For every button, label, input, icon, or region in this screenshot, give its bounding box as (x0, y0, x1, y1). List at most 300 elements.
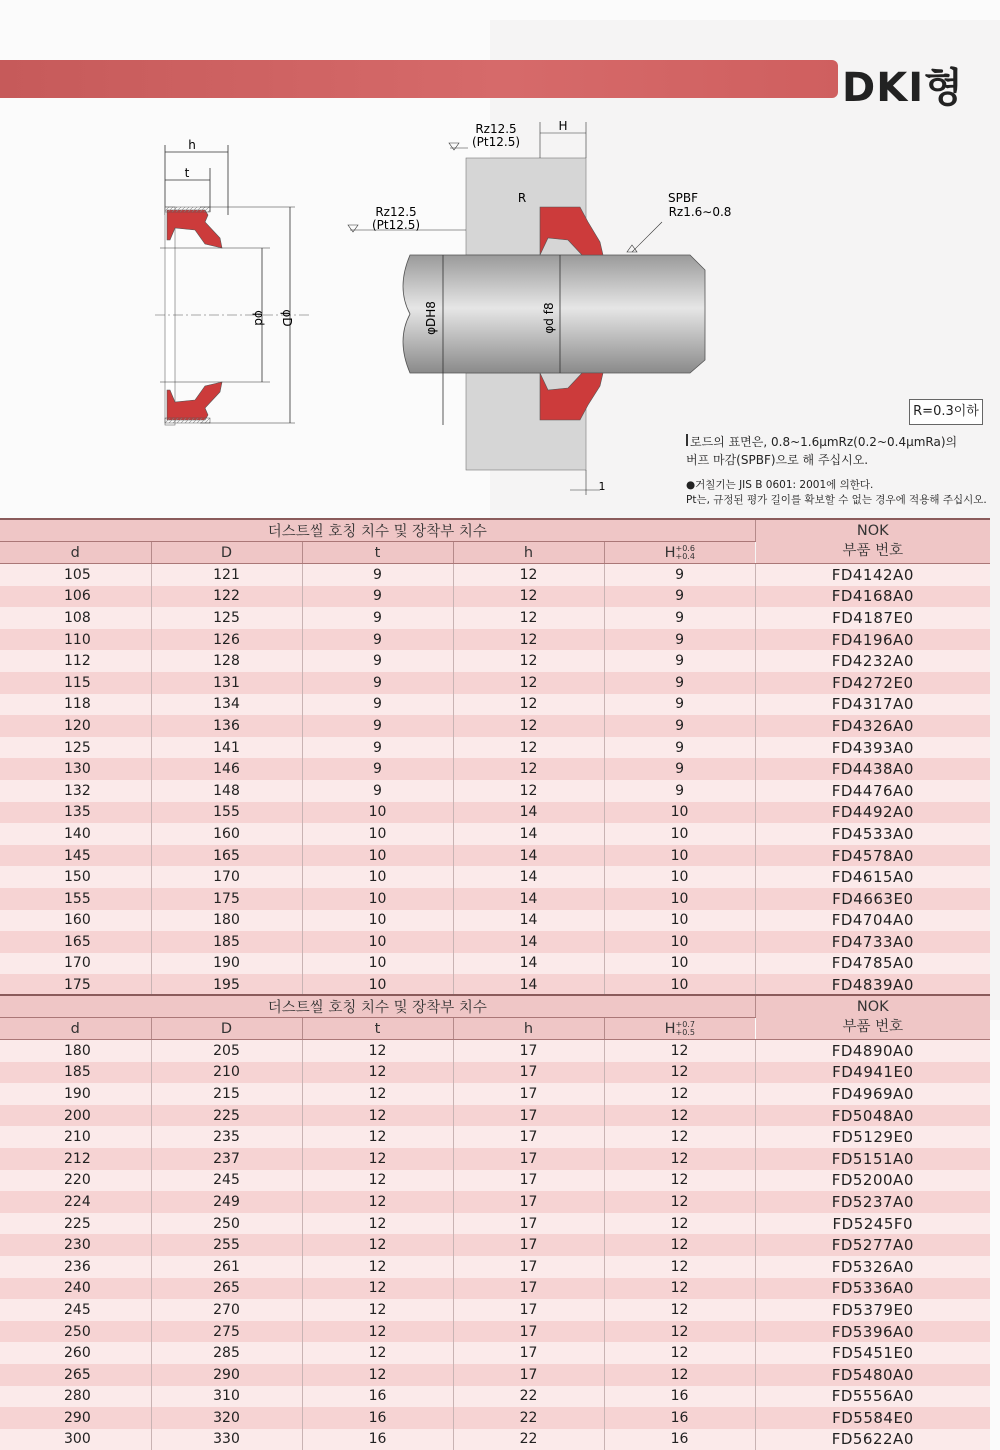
cell-h: 12 (453, 607, 604, 629)
cell-H: 12 (604, 1234, 755, 1256)
cell-d: 300 (0, 1429, 151, 1450)
cell-H: 12 (604, 1321, 755, 1343)
rod-surface-note (686, 433, 986, 469)
cell-h: 17 (453, 1256, 604, 1278)
cell-d: 265 (0, 1364, 151, 1386)
cell-D: 225 (151, 1105, 302, 1127)
table-row (0, 780, 990, 802)
cell-H: 10 (604, 866, 755, 888)
cell-part-number: FD4438A0 (755, 758, 990, 780)
cell-t: 9 (302, 629, 453, 651)
cell-h: 22 (453, 1407, 604, 1429)
cell-part-number: FD5129E0 (755, 1126, 990, 1148)
cell-d: 165 (0, 931, 151, 953)
cell-H: 12 (604, 1170, 755, 1192)
table2-col-H: H+0.7 +0.5 (604, 1018, 755, 1040)
cell-D: 122 (151, 586, 302, 608)
cell-h: 14 (453, 953, 604, 975)
cell-t: 12 (302, 1234, 453, 1256)
cell-D: 125 (151, 607, 302, 629)
cell-d: 210 (0, 1126, 151, 1148)
cell-d: 125 (0, 737, 151, 759)
cell-t: 12 (302, 1040, 453, 1062)
dimension-table-2 (0, 994, 990, 1450)
table-row (0, 1040, 990, 1062)
cell-D: 146 (151, 758, 302, 780)
cell-h: 12 (453, 758, 604, 780)
cell-t: 12 (302, 1213, 453, 1235)
cell-d: 135 (0, 802, 151, 824)
cell-h: 17 (453, 1148, 604, 1170)
cell-t: 12 (302, 1062, 453, 1084)
cell-h: 17 (453, 1364, 604, 1386)
cell-t: 9 (302, 780, 453, 802)
table-row (0, 974, 990, 996)
cell-D: 235 (151, 1126, 302, 1148)
cell-d: 200 (0, 1105, 151, 1127)
cell-h: 12 (453, 564, 604, 586)
cell-D: 210 (151, 1062, 302, 1084)
table-row (0, 607, 990, 629)
cell-part-number: FD5622A0 (755, 1429, 990, 1450)
cell-t: 16 (302, 1386, 453, 1408)
cell-part-number: FD4663E0 (755, 888, 990, 910)
table-row (0, 953, 990, 975)
cell-t: 9 (302, 715, 453, 737)
cell-t: 10 (302, 931, 453, 953)
cell-D: 185 (151, 931, 302, 953)
cell-h: 14 (453, 845, 604, 867)
table-row (0, 564, 990, 586)
table-row (0, 1083, 990, 1105)
cell-t: 16 (302, 1407, 453, 1429)
cell-d: 170 (0, 953, 151, 975)
cell-h: 17 (453, 1342, 604, 1364)
cell-h: 17 (453, 1321, 604, 1343)
cell-H: 9 (604, 694, 755, 716)
dim-t-label: t (184, 166, 190, 180)
cell-part-number: FD5151A0 (755, 1148, 990, 1170)
cell-part-number: FD4187E0 (755, 607, 990, 629)
dimension-table-1 (0, 518, 990, 996)
table-row (0, 845, 990, 867)
cell-d: 112 (0, 650, 151, 672)
cell-t: 10 (302, 910, 453, 932)
table-row (0, 1386, 990, 1408)
cell-part-number: FD4615A0 (755, 866, 990, 888)
table-row (0, 931, 990, 953)
cell-part-number: FD5245F0 (755, 1213, 990, 1235)
cell-part-number: FD4317A0 (755, 694, 990, 716)
cell-t: 9 (302, 737, 453, 759)
cell-part-number: FD5336A0 (755, 1278, 990, 1300)
cell-t: 9 (302, 650, 453, 672)
cell-h: 17 (453, 1299, 604, 1321)
cell-H: 9 (604, 564, 755, 586)
cell-t: 10 (302, 953, 453, 975)
note-bar (686, 434, 688, 446)
dim-phi-D-label: φD (280, 309, 294, 327)
cell-h: 12 (453, 715, 604, 737)
cell-h: 14 (453, 931, 604, 953)
cell-h: 17 (453, 1191, 604, 1213)
cell-t: 10 (302, 888, 453, 910)
cell-H: 9 (604, 737, 755, 759)
rod-surface-line2: 버프 마감(SPBF)으로 해 주십시오. (686, 453, 869, 467)
cell-h: 14 (453, 974, 604, 996)
cell-h: 14 (453, 802, 604, 824)
table-row (0, 1148, 990, 1170)
roughness-line2: Pt는, 규정된 평가 길이를 확보할 수 없는 경우에 적용해 주십시오. (686, 494, 987, 506)
cell-part-number: FD4393A0 (755, 737, 990, 759)
cell-t: 9 (302, 564, 453, 586)
cell-H: 9 (604, 780, 755, 802)
cell-t: 9 (302, 758, 453, 780)
cell-H: 12 (604, 1299, 755, 1321)
cell-D: 215 (151, 1083, 302, 1105)
dim-phi-DH8-label: φDH8 (424, 301, 438, 335)
dim-phi-df8-label: φd f8 (542, 302, 556, 334)
cell-d: 236 (0, 1256, 151, 1278)
cell-d: 190 (0, 1083, 151, 1105)
cell-D: 165 (151, 845, 302, 867)
table2-col-h: h (453, 1018, 604, 1040)
cell-H: 12 (604, 1105, 755, 1127)
cell-h: 12 (453, 672, 604, 694)
cell-h: 12 (453, 629, 604, 651)
cell-H: 10 (604, 802, 755, 824)
cell-D: 310 (151, 1386, 302, 1408)
cell-d: 250 (0, 1321, 151, 1343)
table-row (0, 1256, 990, 1278)
table-row (0, 1191, 990, 1213)
table-row (0, 715, 990, 737)
table-row (0, 910, 990, 932)
cell-part-number: FD5556A0 (755, 1386, 990, 1408)
cell-t: 16 (302, 1429, 453, 1450)
cell-d: 180 (0, 1040, 151, 1062)
cell-t: 10 (302, 974, 453, 996)
cell-D: 136 (151, 715, 302, 737)
cell-H: 12 (604, 1342, 755, 1364)
cell-d: 105 (0, 564, 151, 586)
cell-d: 150 (0, 866, 151, 888)
cell-d: 120 (0, 715, 151, 737)
cell-H: 16 (604, 1407, 755, 1429)
cell-part-number: FD5237A0 (755, 1191, 990, 1213)
cell-h: 17 (453, 1083, 604, 1105)
table-row (0, 586, 990, 608)
cell-part-number: FD5584E0 (755, 1407, 990, 1429)
cell-H: 12 (604, 1148, 755, 1170)
cell-h: 12 (453, 586, 604, 608)
cell-part-number: FD4196A0 (755, 629, 990, 651)
cell-H: 10 (604, 953, 755, 975)
cell-H: 12 (604, 1062, 755, 1084)
cell-d: 220 (0, 1170, 151, 1192)
cell-t: 10 (302, 866, 453, 888)
cell-D: 245 (151, 1170, 302, 1192)
cell-h: 12 (453, 694, 604, 716)
roughness-note (686, 478, 996, 508)
cell-D: 205 (151, 1040, 302, 1062)
cell-H: 16 (604, 1386, 755, 1408)
cell-D: 160 (151, 823, 302, 845)
table-row (0, 758, 990, 780)
cell-t: 12 (302, 1364, 453, 1386)
cell-d: 132 (0, 780, 151, 802)
cell-d: 145 (0, 845, 151, 867)
cell-t: 9 (302, 607, 453, 629)
cell-d: 155 (0, 888, 151, 910)
cell-D: 180 (151, 910, 302, 932)
cell-H: 12 (604, 1364, 755, 1386)
table-row (0, 1105, 990, 1127)
spbf-rz-label: Rz1.6∼0.8 (668, 205, 732, 219)
cell-H: 12 (604, 1040, 755, 1062)
cell-D: 285 (151, 1342, 302, 1364)
cell-t: 10 (302, 823, 453, 845)
cell-d: 280 (0, 1386, 151, 1408)
dim-h-label: h (188, 138, 196, 152)
cell-H: 10 (604, 910, 755, 932)
cell-d: 290 (0, 1407, 151, 1429)
cell-part-number: FD4969A0 (755, 1083, 990, 1105)
table2-nok-header: NOK 부품 번호 (755, 995, 990, 1040)
cell-h: 17 (453, 1278, 604, 1300)
cell-t: 12 (302, 1256, 453, 1278)
cell-part-number: FD4232A0 (755, 650, 990, 672)
cell-D: 131 (151, 672, 302, 694)
cell-part-number: FD5200A0 (755, 1170, 990, 1192)
dim-phi-d-label: φd (252, 310, 266, 326)
cell-H: 12 (604, 1213, 755, 1235)
cell-part-number: FD5451E0 (755, 1342, 990, 1364)
cell-D: 155 (151, 802, 302, 824)
cell-d: 260 (0, 1342, 151, 1364)
cell-part-number: FD4890A0 (755, 1040, 990, 1062)
cell-h: 17 (453, 1170, 604, 1192)
cell-t: 9 (302, 672, 453, 694)
rz-left-label: Rz12.5 (375, 205, 417, 219)
cell-d: 108 (0, 607, 151, 629)
cell-h: 17 (453, 1126, 604, 1148)
rod-surface-line1: 로드의 표면은, 0.8~1.6μmRz(0.2~0.4μmRa)의 (690, 435, 958, 449)
table-row (0, 737, 990, 759)
cell-h: 22 (453, 1429, 604, 1450)
cell-h: 17 (453, 1062, 604, 1084)
pt-top-label: (Pt12.5) (471, 135, 521, 149)
cell-t: 12 (302, 1191, 453, 1213)
cell-part-number: FD4704A0 (755, 910, 990, 932)
table-row (0, 888, 990, 910)
table1-nok-header: NOK 부품 번호 (755, 519, 990, 564)
cell-t: 12 (302, 1148, 453, 1170)
cell-part-number: FD4941E0 (755, 1062, 990, 1084)
table1-col-h: h (453, 542, 604, 564)
cell-h: 17 (453, 1040, 604, 1062)
cell-D: 148 (151, 780, 302, 802)
cell-D: 121 (151, 564, 302, 586)
table1-group-header: 더스트씰 호칭 치수 및 장착부 치수 (0, 519, 755, 542)
table-row (0, 672, 990, 694)
cell-d: 115 (0, 672, 151, 694)
cell-part-number: FD4839A0 (755, 974, 990, 996)
cell-t: 10 (302, 802, 453, 824)
cell-D: 126 (151, 629, 302, 651)
cell-H: 9 (604, 715, 755, 737)
cell-D: 250 (151, 1213, 302, 1235)
table-row (0, 802, 990, 824)
table-row (0, 1126, 990, 1148)
table2-col-D: D (151, 1018, 302, 1040)
rz-top-label: Rz12.5 (475, 122, 517, 136)
dim-1-label: 1 (598, 480, 606, 493)
cell-t: 12 (302, 1170, 453, 1192)
cell-t: 12 (302, 1105, 453, 1127)
cell-H: 10 (604, 974, 755, 996)
cell-part-number: FD5396A0 (755, 1321, 990, 1343)
cell-part-number: FD4142A0 (755, 564, 990, 586)
page-title: DKI형 (842, 65, 964, 111)
cell-part-number: FD4578A0 (755, 845, 990, 867)
header-band (0, 60, 838, 98)
cell-d: 185 (0, 1062, 151, 1084)
cell-d: 110 (0, 629, 151, 651)
table-row (0, 650, 990, 672)
cell-H: 12 (604, 1256, 755, 1278)
cell-d: 212 (0, 1148, 151, 1170)
cell-t: 9 (302, 586, 453, 608)
housing-assembly (348, 122, 705, 495)
cell-part-number: FD4476A0 (755, 780, 990, 802)
table-row (0, 694, 990, 716)
cell-t: 12 (302, 1278, 453, 1300)
cell-H: 12 (604, 1083, 755, 1105)
cell-h: 12 (453, 650, 604, 672)
cell-h: 14 (453, 888, 604, 910)
cell-h: 17 (453, 1105, 604, 1127)
roughness-line1: ●거칠기는 JIS B 0601: 2001에 의한다. (686, 479, 874, 491)
cell-h: 17 (453, 1234, 604, 1256)
cell-d: 225 (0, 1213, 151, 1235)
cell-d: 106 (0, 586, 151, 608)
cell-H: 10 (604, 845, 755, 867)
cell-D: 320 (151, 1407, 302, 1429)
cell-D: 141 (151, 737, 302, 759)
cell-h: 12 (453, 780, 604, 802)
cell-H: 9 (604, 758, 755, 780)
cell-part-number: FD4733A0 (755, 931, 990, 953)
cell-part-number: FD4326A0 (755, 715, 990, 737)
cell-t: 12 (302, 1342, 453, 1364)
table-row (0, 1213, 990, 1235)
cell-D: 290 (151, 1364, 302, 1386)
cell-h: 12 (453, 737, 604, 759)
cell-h: 14 (453, 910, 604, 932)
table-row (0, 866, 990, 888)
cell-H: 10 (604, 931, 755, 953)
cell-D: 255 (151, 1234, 302, 1256)
cell-d: 130 (0, 758, 151, 780)
cell-t: 12 (302, 1299, 453, 1321)
cell-D: 128 (151, 650, 302, 672)
cell-part-number: FD5048A0 (755, 1105, 990, 1127)
table-row (0, 1278, 990, 1300)
table2-group-header: 더스트씰 호칭 치수 및 장착부 치수 (0, 995, 755, 1018)
cell-d: 175 (0, 974, 151, 996)
cell-H: 12 (604, 1126, 755, 1148)
cell-d: 160 (0, 910, 151, 932)
cell-H: 9 (604, 629, 755, 651)
cell-d: 118 (0, 694, 151, 716)
cell-part-number: FD5480A0 (755, 1364, 990, 1386)
cell-D: 195 (151, 974, 302, 996)
cell-D: 237 (151, 1148, 302, 1170)
cell-D: 249 (151, 1191, 302, 1213)
table1-col-H: H+0.6 +0.4 (604, 542, 755, 564)
spbf-label: SPBF (668, 191, 698, 205)
table-row (0, 1407, 990, 1429)
table1-col-t: t (302, 542, 453, 564)
pt-left-label: (Pt12.5) (371, 218, 421, 232)
table-row (0, 1429, 990, 1450)
cell-t: 10 (302, 845, 453, 867)
cell-H: 9 (604, 672, 755, 694)
table-row (0, 1170, 990, 1192)
cell-D: 261 (151, 1256, 302, 1278)
table2-col-t: t (302, 1018, 453, 1040)
cell-part-number: FD4492A0 (755, 802, 990, 824)
radius-R-label: R (517, 191, 527, 205)
table-row (0, 1342, 990, 1364)
table-row (0, 1299, 990, 1321)
cell-d: 240 (0, 1278, 151, 1300)
table-row (0, 1364, 990, 1386)
cell-D: 270 (151, 1299, 302, 1321)
cell-part-number: FD5379E0 (755, 1299, 990, 1321)
cell-D: 330 (151, 1429, 302, 1450)
table1-col-d: d (0, 542, 151, 564)
cell-h: 17 (453, 1213, 604, 1235)
cell-D: 275 (151, 1321, 302, 1343)
cell-d: 230 (0, 1234, 151, 1256)
cell-H: 16 (604, 1429, 755, 1450)
cell-D: 190 (151, 953, 302, 975)
cell-d: 140 (0, 823, 151, 845)
table-row (0, 1062, 990, 1084)
cell-H: 9 (604, 586, 755, 608)
cell-part-number: FD5277A0 (755, 1234, 990, 1256)
cell-D: 175 (151, 888, 302, 910)
table-row (0, 1234, 990, 1256)
cell-H: 10 (604, 888, 755, 910)
table-row (0, 629, 990, 651)
dim-H-label: H (558, 119, 568, 133)
cell-part-number: FD5326A0 (755, 1256, 990, 1278)
cell-H: 12 (604, 1278, 755, 1300)
cell-part-number: FD4785A0 (755, 953, 990, 975)
cell-part-number: FD4168A0 (755, 586, 990, 608)
table1-col-D: D (151, 542, 302, 564)
cell-t: 12 (302, 1126, 453, 1148)
cell-H: 9 (604, 650, 755, 672)
seal-section-left (155, 145, 310, 425)
table-row (0, 1321, 990, 1343)
cell-D: 265 (151, 1278, 302, 1300)
cell-t: 12 (302, 1083, 453, 1105)
cell-t: 9 (302, 694, 453, 716)
